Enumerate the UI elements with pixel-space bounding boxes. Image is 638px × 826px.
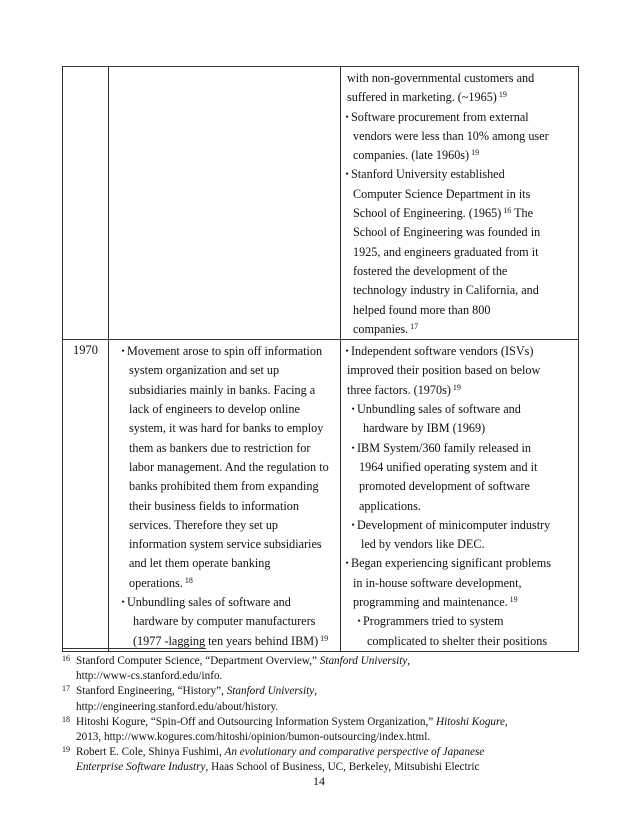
- cell-line: [341, 535, 578, 554]
- line-text: programming and maintenance.: [353, 595, 508, 610]
- line-text: 1964 unified operating system and it: [359, 459, 538, 474]
- footnote-line: [62, 700, 602, 715]
- line-text: fostered the development of the: [353, 263, 508, 278]
- bullet-marker: ・: [341, 344, 354, 359]
- bullet-marker: ・: [347, 517, 360, 532]
- line-text: Computer Science Department in its: [353, 186, 531, 201]
- bullet-marker: ・: [341, 167, 354, 182]
- cell-line: [341, 185, 578, 204]
- footnote-line: 16 Stanford Computer Science, “Department Overview,” Stanford University,: [62, 654, 411, 667]
- footnote: [62, 654, 602, 684]
- cell-line: [341, 439, 578, 458]
- cell-line: [341, 320, 578, 339]
- events-cell: [109, 67, 341, 340]
- year-cell: [63, 67, 109, 340]
- line-text: complicated to shelter their positions: [367, 633, 548, 648]
- footnote-text: ,: [314, 685, 318, 698]
- footnote: [62, 684, 602, 714]
- footnote-text: Stanford Engineering, “History”,: [76, 685, 227, 698]
- year-cell: 1970: [63, 340, 109, 652]
- line-text: School of Engineering. (1965): [353, 206, 502, 221]
- line-text: promoted development of software: [359, 479, 530, 494]
- line-text: vendors were less than 10% among user: [353, 128, 549, 143]
- cell-line: [109, 477, 340, 496]
- line-text: them as bankers due to restriction for: [129, 440, 311, 455]
- cell-line: [109, 342, 340, 361]
- line-text: banks prohibited them from expanding: [129, 479, 319, 494]
- cell-line: [341, 400, 578, 419]
- cell-line: [109, 516, 340, 535]
- line-text: and let them operate banking: [129, 556, 271, 571]
- events-cell: [109, 340, 341, 652]
- footnote-text: Robert E. Cole, Shinya Fushimi,: [76, 746, 225, 759]
- bullet-marker: ・: [117, 344, 130, 359]
- bullet-marker: ・: [341, 556, 354, 571]
- line-text: technology industry in California, and: [353, 283, 539, 298]
- cell-line: [109, 497, 340, 516]
- cell-line: [341, 361, 578, 380]
- line-text: Unbundling sales of software and: [127, 595, 291, 610]
- line-text: their business fields to information: [129, 498, 299, 513]
- cell-line: [341, 458, 578, 477]
- line-text: labor management. And the regulation to: [129, 459, 329, 474]
- line-text: lack of engineers to develop online: [129, 402, 300, 417]
- context-cell: [341, 67, 579, 340]
- cell-line: [341, 165, 578, 184]
- line-text: Development of minicomputer industry: [357, 517, 551, 532]
- cell-line: [341, 88, 578, 107]
- line-text: companies. (late 1960s): [353, 148, 470, 163]
- footnote-text: http://www-cs.stanford.edu/info.: [76, 670, 223, 683]
- footnote-ref: 18: [182, 575, 193, 585]
- footnote-text: Stanford Computer Science, “Department Overview,”: [76, 655, 320, 667]
- cell-line: [341, 69, 578, 88]
- line-text: Stanford University established: [351, 167, 505, 182]
- footnote-separator: [62, 648, 206, 649]
- line-text: led by vendors like DEC.: [361, 537, 485, 552]
- bullet-marker: ・: [347, 402, 360, 417]
- footnote-text: An evolutionary and comparative perspective of Japanese: [224, 746, 485, 759]
- line-text: operations.: [129, 575, 183, 590]
- cell-line: [341, 223, 578, 242]
- cell-line: [341, 146, 578, 165]
- cell-line: [341, 477, 578, 496]
- line-text: Programmers tried to system: [363, 614, 504, 629]
- line-text: Independent software vendors (ISVs): [351, 344, 534, 359]
- line-text: improved their position based on below: [347, 363, 541, 378]
- footnote-ref: 19: [469, 148, 480, 158]
- line-text: School of Engineering was founded in: [353, 225, 541, 240]
- cell-line: [109, 419, 340, 438]
- footnote-text: http://engineering.stanford.edu/about/history.: [76, 700, 279, 713]
- line-text: hardware by IBM (1969): [363, 421, 486, 436]
- cell-line: [109, 593, 340, 612]
- cell-line: [341, 632, 578, 651]
- context-cell: [341, 340, 579, 652]
- cell-line: [109, 574, 340, 593]
- cell-line: [341, 419, 578, 438]
- cell-line: [341, 593, 578, 612]
- footnote-line: 17 Stanford Engineering, “History”, Stanford University,: [62, 684, 318, 698]
- page-number: 14: [313, 774, 325, 788]
- bullet-marker: ・: [347, 440, 360, 455]
- footnote-text: Stanford University: [226, 685, 315, 698]
- table-row: [63, 340, 579, 652]
- line-text: services. Therefore they set up: [129, 517, 279, 532]
- cell-line: [109, 612, 340, 631]
- footnote: [62, 715, 602, 745]
- cell-line: [109, 554, 340, 573]
- line-text: Began experiencing significant problems: [351, 556, 552, 571]
- bullet-marker: ・: [341, 109, 354, 124]
- cell-line: [341, 281, 578, 300]
- cell-line: [341, 516, 578, 535]
- footnote-text: ,: [407, 655, 411, 667]
- footnote-text: , Haas School of Business, UC, Berkeley, Mitsubishi Electric: [205, 761, 480, 774]
- cell-line: [109, 458, 340, 477]
- footnote-text: Hitoshi Kogure: [436, 715, 505, 728]
- footnote-line: 18 Hitoshi Kogure, “Spin-Off and Outsourcing Information System Organization,” Hitoshi Kogure,: [62, 714, 508, 728]
- cell-line: [341, 262, 578, 281]
- table-row: [63, 67, 579, 340]
- cell-line: [341, 243, 578, 262]
- footnote: [62, 745, 602, 775]
- line-text: The: [511, 206, 534, 221]
- footnote-ref: 19: [450, 382, 461, 392]
- line-text: Software procurement from external: [351, 109, 529, 124]
- line-text: with non-governmental customers and: [347, 71, 535, 85]
- cell-line: [109, 439, 340, 458]
- footnote-text: ,: [504, 715, 508, 728]
- bullet-marker: ・: [353, 614, 366, 629]
- cell-line: [341, 612, 578, 631]
- cell-line: [109, 535, 340, 554]
- cell-line: [341, 342, 578, 361]
- cell-line: [341, 204, 578, 223]
- line-text: companies.: [353, 321, 409, 336]
- footnote-line: [62, 669, 602, 684]
- line-text: applications.: [359, 498, 421, 513]
- history-table: [62, 66, 579, 652]
- line-text: hardware by computer manufacturers: [133, 614, 316, 629]
- line-text: information system service subsidiaries: [129, 537, 322, 552]
- cell-line: [341, 127, 578, 146]
- footnote-ref: 19: [496, 90, 507, 100]
- bullet-marker: ・: [117, 595, 130, 610]
- cell-line: [341, 108, 578, 127]
- line-text: system organization and set up: [129, 363, 280, 378]
- footnote-line: [62, 730, 602, 745]
- line-text: (1977 -lagging ten years behind IBM): [133, 633, 319, 648]
- footnote-ref: 16: [501, 206, 512, 216]
- footnote-ref: 19: [507, 595, 518, 605]
- cell-line: [341, 574, 578, 593]
- footnote-ref: 17: [408, 321, 419, 331]
- line-text: Movement arose to spin off information: [127, 344, 323, 359]
- cell-line: [109, 361, 340, 380]
- cell-line: [341, 301, 578, 320]
- line-text: subsidiaries mainly in banks. Facing a: [129, 382, 316, 397]
- cell-line: [109, 400, 340, 419]
- footnote-line: 19 Robert E. Cole, Shinya Fushimi, An evolutionary and comparative perspective of Japanese: [62, 745, 485, 759]
- line-text: system, it was hard for banks to employ: [129, 421, 324, 436]
- footnote-text: 2013, http://www.kogures.com/hitoshi/opinion/bumon-outsourcing/index.html.: [76, 731, 431, 744]
- line-text: IBM System/360 family released in: [357, 440, 531, 455]
- cell-line: [109, 381, 340, 400]
- cell-line: [341, 554, 578, 573]
- line-text: in in-house software development,: [353, 575, 522, 590]
- cell-line: [341, 497, 578, 516]
- line-text: helped found more than 800: [353, 302, 491, 317]
- footnote-text: Enterprise Software Industry: [76, 761, 206, 774]
- line-text: suffered in marketing. (~1965): [347, 90, 497, 105]
- line-text: 1925, and engineers graduated from it: [353, 244, 539, 259]
- footnote-text: Stanford University: [319, 655, 408, 667]
- footnote-text: Hitoshi Kogure, “Spin-Off and Outsourcing Information System Organization,”: [76, 715, 437, 728]
- cell-line: [341, 381, 578, 400]
- footnotes: [62, 654, 602, 776]
- footnote-ref: 19: [318, 633, 329, 643]
- line-text: Unbundling sales of software and: [357, 402, 521, 417]
- line-text: three factors. (1970s): [347, 382, 451, 397]
